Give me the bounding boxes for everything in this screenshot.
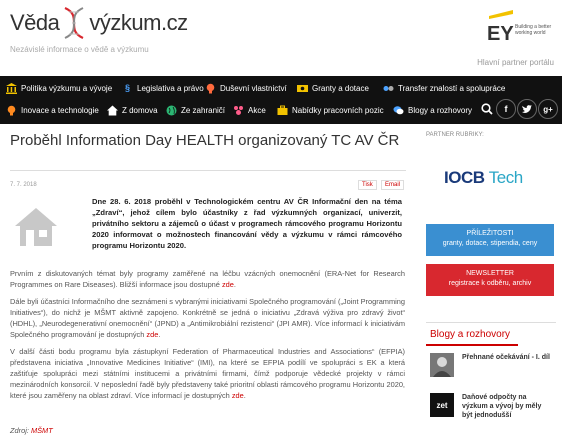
paragraph-2-link[interactable]: zde: [146, 330, 159, 339]
chat-icon: [393, 105, 404, 116]
article-title: Proběhl Information Day HEALTH organizovaný TC AV ČR: [10, 132, 400, 149]
promo-title: PŘÍLEŽITOSTI: [466, 230, 514, 237]
article-paragraph-2: Dále byli účastníci Informačního dne seznámeni s vybranými iniciativami Společného programování („Joint Programming Initiatives“), do nichž je MŠMT aktivně zapojeno. Konkrétně se jedná o iniciativu „Zdravá výživa pro zdravý život“ (HDHL), „Neurodegenerativní onemocnění“ (JPND) a „Antimikrobiální rezistenci“ (JPI AMR). Více informací k iniciativám Společného programování je dostupných zde.: [10, 297, 405, 339]
blog-item[interactable]: [430, 353, 552, 377]
nav-item-dusevni[interactable]: [205, 76, 287, 100]
article-date: 7. 7. 2018: [10, 182, 37, 188]
columns-icon: [6, 83, 17, 94]
paragraph-3-link[interactable]: zde: [231, 391, 244, 400]
article-paragraph-3: V další části bodu programu byla zástupkyní Federation of Pharmaceutical Industries and Associations“ (EFPIA) představena iniciativa „Innovative Medicines Initiative“ (IMI), na které se EFPIA podílí ve spolupráci s EK a která zaštiťuje spolupráci mezi státními institucemi a privátními firmami, čímž podporuje vědecké projekty v rámci mezinárodních konsorcií. V neposlední řadě byly představeny také prioritní oblasti rámcového programu Horizontu 2020, které jsou zaměřeny na oblast zdraví. Více informací je dostupných zde.: [10, 347, 405, 400]
promo-title: NEWSLETTER: [466, 270, 514, 277]
twitter-icon: [522, 105, 532, 114]
main-partner-label: Hlavní partner portálu: [477, 58, 554, 67]
nav-item-politika[interactable]: [6, 76, 112, 100]
zet-logo: [430, 393, 454, 417]
site-tagline: Nezávislé informace o vědě a výzkumu: [10, 45, 149, 54]
main-navigation: [0, 76, 562, 124]
paragraph-text: V další části bodu programu byla zástupkyní Federation of Pharmaceutical Industries and Associations“ (EFPIA) představena iniciativa „Innovative Medicines Initiative“ (IMI), na které se EFPIA podílí ve spolupráci s EK a která zaštiťuje spolupráci mezi státními institucemi a privátními firmami, čímž podporuje vědecké projekty v rámci mezinárodních konsorcií. V neposlední řadě byly představeny také prioritní oblasti rámcového programu Horizontu 2020, které jsou zaměřeny na oblast zdraví. Více informací je dostupných: [10, 347, 405, 400]
zet-logo-text: zet: [436, 400, 448, 410]
blog-widget-heading: Blogy a rozhovory: [426, 323, 518, 346]
nav-label: Blogy a rozhovory: [408, 105, 473, 115]
nav-label: Nabídky pracovních pozic: [292, 105, 384, 115]
partner-section-label: PARTNER RUBRIKY:: [426, 132, 484, 138]
site-header: [0, 0, 562, 76]
promo-subtitle: registrace k odběru, archiv: [448, 280, 532, 287]
nav-label: Transfer znalostí a spolupráce: [398, 83, 506, 93]
svg-text:EY: EY: [487, 23, 514, 45]
nav-item-legislativa[interactable]: [122, 76, 204, 100]
nav-label: Akce: [248, 105, 266, 115]
paragraph-text: Prvním z diskutovaných témat byly programy zaměřené na léčbu vzácných onemocnění (ERA-Net for Research Programmes on Rare Diseases). Bližší informace jsou dostupné: [10, 269, 405, 289]
article-lead: Dne 28. 6. 2018 proběhl v Technologickém centru AV ČR Informační den na téma „Zdraví“, jehož cílem bylo účastníky z řad výzkumných organizací, univerzit, privátního sektoru a zájemců o účast v programech rámcového programu Horizontu 2020 informovat o možnostech financování vědy a výzkumu v rámci rámcového programu Horizontu 2020.: [92, 197, 402, 250]
nav-row-1: [0, 76, 562, 100]
newsletter-banner[interactable]: [426, 264, 554, 296]
twitter-link[interactable]: [517, 99, 537, 119]
print-button[interactable]: Tisk: [358, 180, 377, 190]
nav-label: Duševní vlastnictví: [220, 83, 287, 93]
paragraph-1-link[interactable]: zde: [221, 280, 234, 289]
nav-item-akce[interactable]: [233, 98, 266, 122]
people-icon: [233, 105, 244, 116]
nav-row-2: [0, 98, 562, 122]
logo-text-part2: výzkum.cz: [89, 10, 188, 35]
facebook-icon: f: [504, 104, 508, 114]
nav-item-nabidky[interactable]: [277, 98, 384, 122]
nav-item-transfer[interactable]: [383, 76, 505, 100]
dna-icon: [61, 6, 87, 40]
title-divider: [10, 170, 406, 171]
blog-item-title: Daňové odpočty na výzkum a vývoj by měly být jednodušší: [462, 394, 542, 419]
google-plus-link[interactable]: [538, 99, 558, 119]
nav-item-inovace[interactable]: [6, 98, 99, 122]
globe-icon: [166, 105, 177, 116]
source-label: Zdroj:: [10, 426, 31, 435]
money-icon: [297, 83, 308, 94]
paragraph-icon: §: [124, 83, 130, 93]
author-photo: [430, 353, 454, 377]
transfer-icon: [383, 83, 394, 94]
iocb-main-text: IOCB: [444, 168, 485, 187]
blog-item-title: Přehnané očekávání - I. díl: [462, 354, 550, 361]
article-source: [10, 426, 53, 435]
search-button[interactable]: [480, 100, 494, 118]
logo-text-part1: Věda: [10, 10, 60, 35]
nav-item-z-domova[interactable]: [107, 98, 158, 122]
nav-item-blogy[interactable]: [393, 98, 472, 122]
ey-slogan: Building a better working world: [515, 24, 552, 36]
nav-label: Inovace a technologie: [21, 105, 99, 115]
site-logo[interactable]: [10, 6, 188, 40]
nav-item-ze-zahranici[interactable]: [166, 98, 225, 122]
search-icon: [481, 103, 493, 115]
home-icon: [107, 105, 118, 116]
paragraph-text: Dále byli účastníci Informačního dne seznámeni s vybranými iniciativami Společného programování („Joint Programming Initiatives“), do nichž je MŠMT aktivně zapojeno. Konkrétně se jedná o iniciativu „Zdravá výživa pro zdravý život“ (HDHL), „Neurodegenerativní onemocnění“ (JPND) a „Antimikrobiální rezistenci“ (JPI AMR). Více informací k iniciativám Společného programování je dostupných: [10, 297, 405, 339]
source-link[interactable]: MŠMT: [30, 426, 53, 435]
nav-label: Z domova: [122, 105, 158, 115]
facebook-link[interactable]: [496, 99, 516, 119]
google-plus-icon: g+: [543, 104, 553, 114]
article-paragraph-1: Prvním z diskutovaných témat byly programy zaměřené na léčbu vzácných onemocnění (ERA-Net for Research Programmes on Rare Diseases). Bližší informace jsou dostupné zde.: [10, 269, 405, 289]
bulb-icon: [6, 105, 17, 116]
nav-label: Ze zahraničí: [181, 105, 226, 115]
opportunities-banner[interactable]: [426, 224, 554, 256]
briefcase-icon: [277, 105, 288, 116]
bulb-icon: [205, 83, 216, 94]
promo-subtitle: granty, dotace, stipendia, ceny: [442, 240, 538, 247]
nav-label: Legislativa a právo: [137, 83, 204, 93]
iocb-tech-logo[interactable]: [444, 168, 523, 188]
iocb-tech-text: Tech: [488, 168, 523, 187]
blog-widget: [426, 322, 556, 438]
nav-label: Granty a dotace: [312, 83, 369, 93]
house-icon: [14, 206, 58, 248]
nav-label: Politika výzkumu a vývoje: [21, 83, 113, 93]
blog-item[interactable]: [430, 393, 552, 420]
ey-partner-logo[interactable]: [485, 10, 555, 46]
email-button[interactable]: Email: [381, 180, 404, 190]
nav-item-granty[interactable]: [297, 76, 369, 100]
